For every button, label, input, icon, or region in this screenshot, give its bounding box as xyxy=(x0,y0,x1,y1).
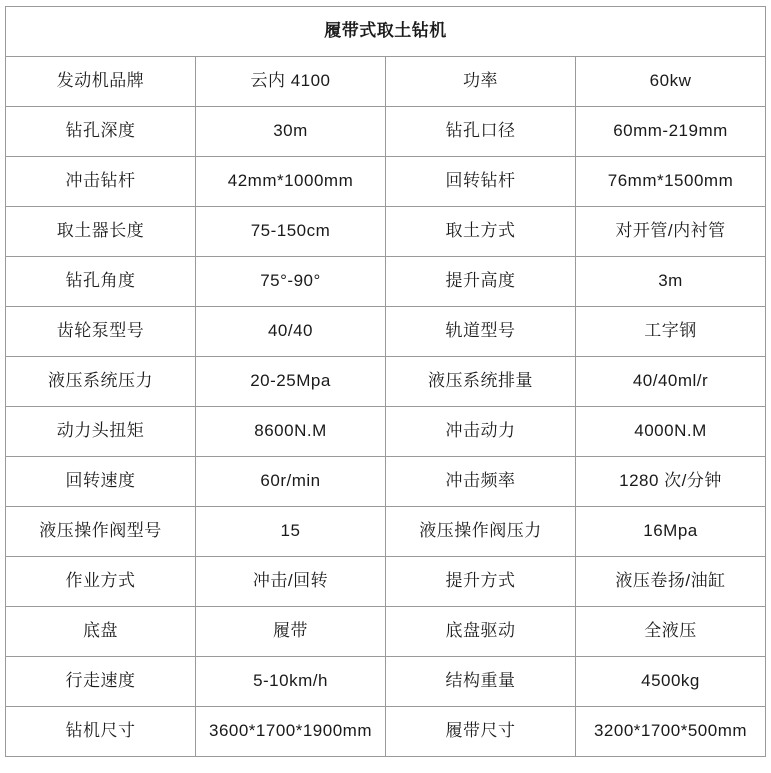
table-row xyxy=(6,657,766,707)
row-value: 16Mpa xyxy=(576,507,766,557)
row-value: 4500kg xyxy=(576,657,766,707)
row-value: 3m xyxy=(576,257,766,307)
table-row xyxy=(6,107,766,157)
row-label: 冲击钻杆 xyxy=(6,157,196,207)
row-label: 冲击频率 xyxy=(386,457,576,507)
row-value: 履带 xyxy=(196,607,386,657)
row-label: 取土器长度 xyxy=(6,207,196,257)
row-label: 液压系统压力 xyxy=(6,357,196,407)
table-body xyxy=(6,7,766,757)
page-title: 履带式取土钻机 xyxy=(6,7,766,57)
row-value: 4000N.M xyxy=(576,407,766,457)
row-label: 钻孔口径 xyxy=(386,107,576,157)
row-value: 8600N.M xyxy=(196,407,386,457)
row-value: 云内 4100 xyxy=(196,57,386,107)
row-label: 液压操作阀型号 xyxy=(6,507,196,557)
row-value: 对开管/内衬管 xyxy=(576,207,766,257)
row-value: 60mm-219mm xyxy=(576,107,766,157)
row-value: 液压卷扬/油缸 xyxy=(576,557,766,607)
row-label: 冲击动力 xyxy=(386,407,576,457)
row-label: 动力头扭矩 xyxy=(6,407,196,457)
row-label: 功率 xyxy=(386,57,576,107)
row-value: 3600*1700*1900mm xyxy=(196,707,386,757)
row-label: 提升高度 xyxy=(386,257,576,307)
table-row xyxy=(6,407,766,457)
row-label: 底盘驱动 xyxy=(386,607,576,657)
row-value: 1280 次/分钟 xyxy=(576,457,766,507)
row-label: 回转钻杆 xyxy=(386,157,576,207)
row-value: 3200*1700*500mm xyxy=(576,707,766,757)
row-label: 行走速度 xyxy=(6,657,196,707)
row-label: 回转速度 xyxy=(6,457,196,507)
row-label: 作业方式 xyxy=(6,557,196,607)
row-value: 42mm*1000mm xyxy=(196,157,386,207)
row-value: 工字钢 xyxy=(576,307,766,357)
row-label: 底盘 xyxy=(6,607,196,657)
title-row xyxy=(6,7,766,57)
row-label: 液压操作阀压力 xyxy=(386,507,576,557)
table-row xyxy=(6,207,766,257)
table-row xyxy=(6,307,766,357)
row-value: 76mm*1500mm xyxy=(576,157,766,207)
row-value: 15 xyxy=(196,507,386,557)
row-value: 40/40 xyxy=(196,307,386,357)
row-value: 60r/min xyxy=(196,457,386,507)
table-row xyxy=(6,457,766,507)
table-row xyxy=(6,357,766,407)
row-label: 轨道型号 xyxy=(386,307,576,357)
row-value: 75°-90° xyxy=(196,257,386,307)
row-label: 发动机品牌 xyxy=(6,57,196,107)
row-label: 钻孔角度 xyxy=(6,257,196,307)
table-row xyxy=(6,557,766,607)
row-value: 30m xyxy=(196,107,386,157)
specification-table xyxy=(5,6,766,757)
table-row xyxy=(6,607,766,657)
row-value: 75-150cm xyxy=(196,207,386,257)
row-value: 20-25Mpa xyxy=(196,357,386,407)
table-row xyxy=(6,707,766,757)
table-row xyxy=(6,257,766,307)
row-value: 冲击/回转 xyxy=(196,557,386,607)
row-value: 5-10km/h xyxy=(196,657,386,707)
row-label: 结构重量 xyxy=(386,657,576,707)
table-row xyxy=(6,157,766,207)
row-label: 履带尺寸 xyxy=(386,707,576,757)
row-value: 60kw xyxy=(576,57,766,107)
row-label: 钻孔深度 xyxy=(6,107,196,157)
table-row xyxy=(6,507,766,557)
row-label: 液压系统排量 xyxy=(386,357,576,407)
row-label: 提升方式 xyxy=(386,557,576,607)
row-label: 齿轮泵型号 xyxy=(6,307,196,357)
row-label: 取土方式 xyxy=(386,207,576,257)
table-row xyxy=(6,57,766,107)
row-value: 40/40ml/r xyxy=(576,357,766,407)
row-label: 钻机尺寸 xyxy=(6,707,196,757)
row-value: 全液压 xyxy=(576,607,766,657)
